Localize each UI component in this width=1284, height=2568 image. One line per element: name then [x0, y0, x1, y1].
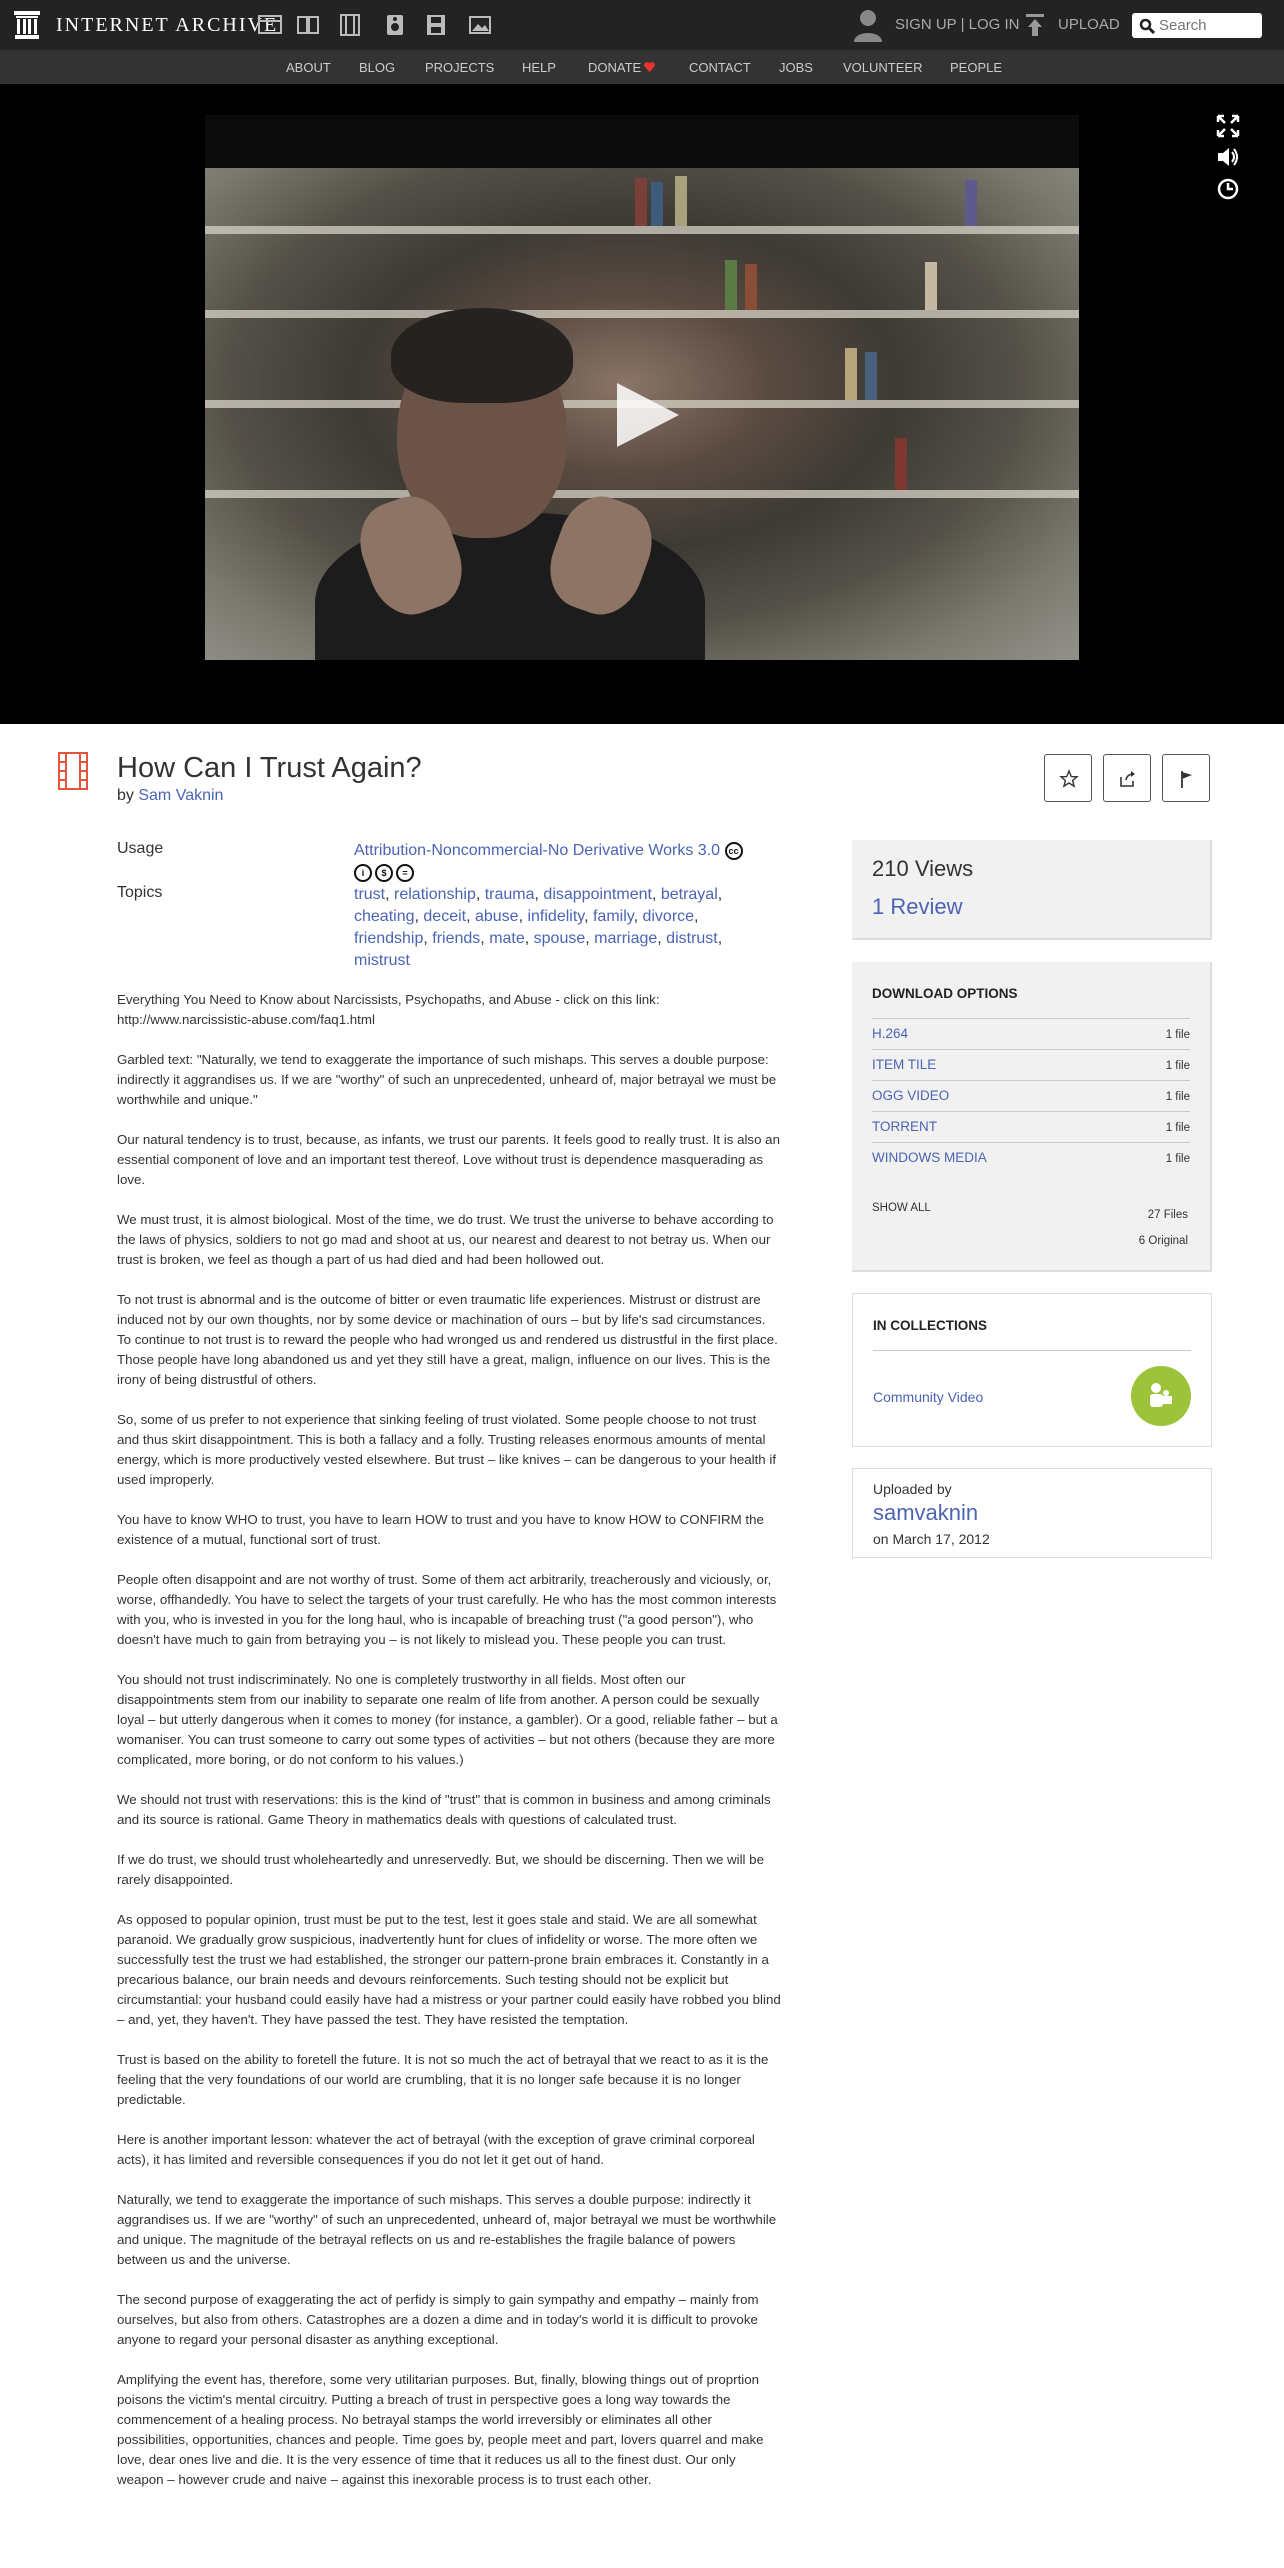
download-file-count: 1 file: [1165, 1060, 1190, 1072]
film-icon: [58, 752, 88, 790]
topic-link[interactable]: friendship: [354, 930, 424, 947]
topic-separator: ,: [414, 908, 424, 925]
nav-projects[interactable]: PROJECTS: [425, 60, 495, 75]
download-row: [872, 1018, 1190, 1050]
flag-icon: [1177, 769, 1197, 789]
download-file-count: 1 file: [1165, 1091, 1190, 1103]
topic-separator: ,: [466, 908, 475, 925]
description-paragraph: Trust is based on the ability to foretell the future. It is not so much the act of betrayal that we react to as it is the feeling that the very foundations of our world are crumbling, that it is no longer safe because it is no longer predictable.: [117, 2052, 769, 2107]
topic-link[interactable]: deceit: [423, 908, 467, 925]
texts-icon[interactable]: [296, 14, 320, 36]
topic-link[interactable]: abuse: [474, 908, 519, 925]
download-file-count: 1 file: [1165, 1153, 1190, 1165]
nav-jobs[interactable]: JOBS: [779, 60, 813, 75]
description-paragraph: Garbled text: "Naturally, we tend to exaggerate the importance of such mishaps. This serves a double purpose: indirectly it aggrandises us. If we are "worthy" of such an unprecedented, unheard of, major betrayal we must be worthwhile and unique.": [117, 1052, 777, 1107]
topic-separator: ,: [524, 930, 534, 947]
creator-link[interactable]: Sam Vaknin: [138, 787, 224, 804]
upload-link[interactable]: UPLOAD: [1058, 16, 1120, 33]
topic-separator: ,: [518, 908, 528, 925]
description-paragraph: Everything You Need to Know about Narcissists, Psychopaths, and Abuse - click on this link: http://www.narcissistic-abuse.com/faq1.html: [117, 992, 660, 1027]
cc-nd-icon: =: [396, 864, 414, 882]
download-file-count: 1 file: [1165, 1122, 1190, 1134]
by-prefix: by: [117, 787, 134, 804]
reviews-link[interactable]: 1 Review: [872, 894, 963, 919]
volume-icon[interactable]: [1216, 145, 1240, 169]
topic-separator: ,: [717, 930, 723, 947]
top-bar: [0, 0, 1284, 50]
images-icon[interactable]: [468, 14, 492, 36]
topics-label: Topics: [117, 884, 163, 901]
auth-separator: |: [960, 16, 965, 33]
topic-separator: ,: [694, 908, 699, 925]
video-icon[interactable]: [338, 14, 362, 36]
description-paragraph: Our natural tendency is to trust, because, as infants, we trust our parents. It feels good to really trust. It is also an essential component of love and an important test thereof. Love without trust is dependence masquerading as love.: [117, 1132, 780, 1187]
share-icon: [1118, 769, 1138, 789]
favorite-button[interactable]: [1044, 754, 1092, 802]
auth-links: [895, 16, 1020, 33]
share-button[interactable]: [1103, 754, 1151, 802]
topic-separator: ,: [651, 886, 661, 903]
collection-avatar[interactable]: [1131, 1366, 1191, 1426]
description-paragraph: To not trust is abnormal and is the outcome of bitter or even traumatic life experiences. Mistrust or distrust are induced not by our own thoughts, nor by some device or machination of ours – but by life's sad circumstances. To continue to not trust is to reward the people who had wronged us and rendered us distrustful in the first place. Those people have long abandoned us and yet they still have a great, malign, influence on our lives. This is the irony of being distrustful of others.: [117, 1292, 778, 1387]
topic-link[interactable]: distrust: [666, 930, 718, 947]
topic-link[interactable]: spouse: [533, 930, 586, 947]
page-title: How Can I Trust Again?: [117, 752, 422, 784]
topic-separator: ,: [657, 930, 667, 947]
license-link[interactable]: Attribution-Noncommercial-No Derivative Works 3.0: [354, 842, 721, 859]
topic-link[interactable]: mate: [489, 930, 525, 947]
search-icon: [1139, 18, 1155, 34]
byline: [117, 787, 223, 805]
download-format-link[interactable]: OGG VIDEO: [872, 1088, 950, 1103]
community-icon: [1131, 1366, 1191, 1426]
heart-icon[interactable]: [644, 62, 655, 72]
show-all-link[interactable]: SHOW ALL: [872, 1202, 931, 1214]
description-paragraph: You should not trust indiscriminately. No one is completely trustworthy in all fields. Most often our disappointments stem from our inability to separate one realm of life from another. A person could be sexually loyal – but utterly dangerous when it comes to money (for instance, a gambler). Or a good, reliable father – but a womaniser. You can trust someone to carry out some types of activities – but not others (because they are more complicated, more boring, or do not conform to his values.): [117, 1672, 778, 1767]
description-paragraph: People often disappoint and are not worthy of trust. Some of them act arbitrarily, treacherously and viciously, or, worse, offhandedly. You have to select the targets of your trust carefully. He who has the most common interests with you, who is invested in you for the long haul, who is incapable of breaching trust ("a good person"), who doesn't have much to gain from betraying you – is not likely to mislead you. These people you can trust.: [117, 1572, 777, 1647]
download-row: [872, 1080, 1190, 1112]
topics-list: [354, 884, 764, 972]
topic-link[interactable]: cheating: [354, 908, 415, 925]
topic-link[interactable]: infidelity: [527, 908, 585, 925]
description-paragraph: As opposed to popular opinion, trust must be put to the test, lest it goes stale and staid. We are all somewhat paranoid. We gradually grow suspicious, inadvertently hunt for clues of infidelity or worse. The more often we successfully test the trust we had established, the stronger our pattern-prone brain embraces it. Constantly in a precarious balance, our brain needs and devours reinforcements. Such testing should not be explicit but circumstantial: your husband could easily have had a mistress or your partner could easily have robbed you blind – and, yet, they haven't. They have passed the test. They have resisted the temptation.: [117, 1912, 781, 2027]
star-icon: [1059, 769, 1079, 789]
nav-blog[interactable]: BLOG: [359, 60, 396, 75]
audio-icon[interactable]: [383, 14, 407, 36]
topic-link[interactable]: mistrust: [354, 952, 410, 969]
topic-separator: ,: [585, 930, 595, 947]
uploader-box: [852, 1468, 1212, 1558]
description-paragraph: Naturally, we tend to exaggerate the importance of such mishaps. This serves a double purpose: indirectly it aggrandises us. If we are "worthy" of such an unprecedented, unheard of, major betrayal we must be worthwhile and unique. The magnitude of the betrayal reflects on us and re-establishes the fragile balance of powers between us and the universe.: [117, 2192, 777, 2267]
upload-date: on March 17, 2012: [873, 1531, 990, 1547]
collections-title: IN COLLECTIONS: [873, 1318, 987, 1333]
topic-separator: ,: [475, 886, 485, 903]
download-format-link[interactable]: TORRENT: [872, 1119, 938, 1134]
usage-value: [354, 840, 764, 884]
nav-people[interactable]: PEOPLE: [950, 60, 1003, 75]
internet-archive-logo-icon[interactable]: [14, 11, 40, 39]
fullscreen-icon[interactable]: [1216, 114, 1240, 138]
topic-separator: ,: [385, 886, 395, 903]
description-paragraph: Amplifying the event has, therefore, some very utilitarian purposes. But, finally, blowing things out of proprtion poisons the victim's mental circuitry. Putting a breach of trust in perspective goes a long way towards the commencement of a healing process. No betrayal stamps the world irreversibly or eliminates all other possibilities, opportunities, chances and people. Time goes by, people meet and part, lovers quarrel and make love, dear ones live and die. It is the very essence of time that it reduces us all to the finest dust. Our only weapon – however crude and naive – against this inexorable process is to trust each other.: [117, 2372, 764, 2487]
topic-link[interactable]: betrayal: [660, 886, 718, 903]
topic-separator: ,: [534, 886, 544, 903]
download-row: [872, 1111, 1190, 1143]
description-paragraph: If we do trust, we should trust wholeheartedly and unreservedly. But, we should be discerning. Then we will be rarely disappointed.: [117, 1852, 764, 1887]
topic-link[interactable]: trauma: [484, 886, 535, 903]
download-file-count: 1 file: [1165, 1029, 1190, 1041]
nav-contact[interactable]: CONTACT: [689, 60, 751, 75]
download-format-link[interactable]: WINDOWS MEDIA: [872, 1150, 987, 1165]
topic-separator: ,: [584, 908, 593, 925]
upload-icon[interactable]: [1024, 13, 1046, 37]
nav-about[interactable]: ABOUT: [286, 60, 331, 75]
flag-button[interactable]: [1162, 754, 1210, 802]
login-link[interactable]: LOG IN: [968, 16, 1020, 33]
description-paragraph: We should not trust with reservations: this is the kind of "trust" that is common in business and among criminals and its source is rational. Game Theory in mathematics deals with questions of calculated trust.: [117, 1792, 771, 1827]
download-format-link[interactable]: H.264: [872, 1026, 909, 1041]
description-paragraph: Here is another important lesson: whatever the act of betrayal (with the exception of grave criminal corporeal acts), it has limited and reversible consequences if you do not let it get out of hand.: [117, 2132, 755, 2167]
web-icon[interactable]: [258, 14, 282, 36]
description-paragraph: The second purpose of exaggerating the act of perfidy is simply to gain sympathy and empathy – mainly from ourselves, but also from others. Catastrophes are a dozen a dime and in today's world it is difficult to provoke anyone to regard your personal disaster as anything exceptional.: [117, 2292, 759, 2347]
uploader-link[interactable]: samvaknin: [873, 1500, 979, 1525]
topic-separator: ,: [480, 930, 490, 947]
cc-icon[interactable]: cc: [725, 842, 743, 860]
cc-by-icon: i: [354, 864, 372, 882]
signup-link[interactable]: SIGN UP: [895, 16, 957, 33]
topic-link[interactable]: marriage: [594, 930, 658, 947]
software-icon[interactable]: [424, 14, 448, 36]
topic-link[interactable]: divorce: [642, 908, 695, 925]
nav-volunteer[interactable]: VOLUNTEER: [843, 60, 923, 75]
description: [117, 990, 781, 2510]
topic-link[interactable]: trust: [354, 886, 386, 903]
download-row: [872, 1049, 1190, 1081]
nav-help[interactable]: HELP: [522, 60, 556, 75]
download-row: [872, 1142, 1190, 1174]
description-paragraph: We must trust, it is almost biological. Most of the time, we do trust. We trust the universe to behave according to the laws of physics, soldiers to not go mad and shoot at us, our nearest and dearest to not betray us. When our trust is broken, we feel as though a part of us had died and had been hollowed out.: [117, 1212, 774, 1267]
collections-box: [852, 1293, 1212, 1447]
usage-label: Usage: [117, 840, 164, 857]
logo-text[interactable]: INTERNET ARCHIVE: [56, 14, 279, 36]
description-paragraph: So, some of us prefer to not experience that sinking feeling of trust violated. Some people choose to not trust and thus skirt disappointment. This is both a fallacy and a folly. Trusting releases enormous amounts of mental energy, which is more productively vested elsewhere. But trust – like knives – can be dangerous to your health if used improperly.: [117, 1412, 777, 1487]
collections-divider: [873, 1350, 1191, 1351]
nav-bar: [0, 50, 1284, 84]
cc-nc-icon: $: [375, 864, 393, 882]
user-icon[interactable]: [852, 8, 884, 42]
stats-box: [852, 840, 1212, 940]
topic-separator: ,: [717, 886, 723, 903]
total-files: 27 Files: [1147, 1209, 1188, 1221]
uploaded-by-label: Uploaded by: [873, 1481, 952, 1497]
play-icon[interactable]: [617, 383, 679, 447]
views-count: 210 Views: [872, 856, 974, 881]
topic-separator: ,: [633, 908, 643, 925]
download-options-title: DOWNLOAD OPTIONS: [872, 986, 1018, 1001]
nav-donate[interactable]: DONATE: [588, 60, 642, 75]
topic-link[interactable]: relationship: [394, 886, 476, 903]
topic-link[interactable]: disappointment: [543, 886, 652, 903]
topic-separator: ,: [423, 930, 433, 947]
original-files: 6 Original: [1138, 1235, 1188, 1247]
clock-icon[interactable]: [1216, 177, 1240, 201]
download-options-box: [852, 962, 1212, 1272]
collection-link[interactable]: Community Video: [873, 1389, 984, 1405]
download-format-link[interactable]: ITEM TILE: [872, 1057, 937, 1072]
topic-link[interactable]: friends: [432, 930, 481, 947]
topic-link[interactable]: family: [592, 908, 634, 925]
description-paragraph: You have to know WHO to trust, you have to learn HOW to trust and you have to know HOW to CONFIRM the existence of a mutual, functional sort of trust.: [117, 1512, 764, 1547]
